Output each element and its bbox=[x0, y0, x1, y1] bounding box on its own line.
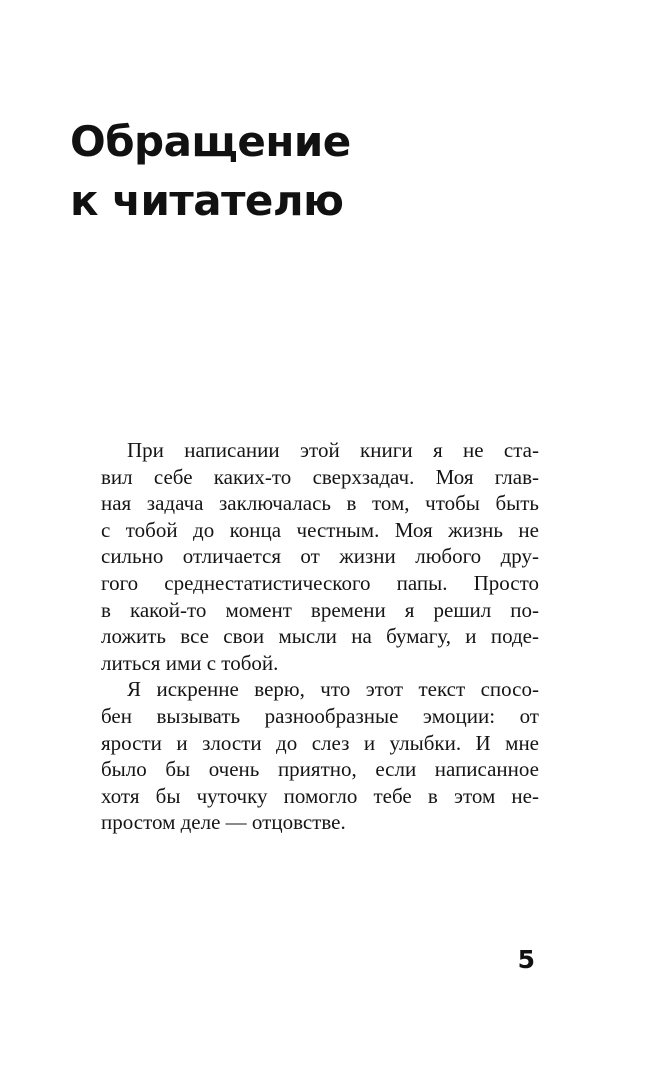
text-line: ярости и злости до слез и улыбки. И мне bbox=[101, 730, 539, 755]
text-line: сильно отличается от жизни любого дру- bbox=[101, 544, 539, 569]
chapter-title bbox=[70, 112, 610, 230]
body-text bbox=[101, 437, 539, 836]
text-line: в какой-то момент времени я решил по- bbox=[101, 597, 539, 622]
text-line: гого среднестатистического папы. Просто bbox=[101, 570, 539, 595]
text-line: Я искренне верю, что этот текст спосо- bbox=[127, 677, 539, 702]
paragraph-2 bbox=[101, 676, 539, 836]
text-line: вил себе каких-то сверхзадач. Моя глав- bbox=[101, 464, 539, 489]
text-line: бен вызывать разнообразные эмоции: от bbox=[101, 703, 539, 728]
text-line: простом деле — отцовстве. bbox=[101, 810, 346, 835]
chapter-title-line: к читателю bbox=[70, 176, 344, 225]
page-number: 5 bbox=[517, 945, 535, 974]
paragraph-1 bbox=[101, 437, 539, 676]
text-line: было бы очень приятно, если написанное bbox=[101, 757, 539, 782]
text-line: ная задача заключалась в том, чтобы быть bbox=[101, 491, 539, 516]
text-line: с тобой до конца честным. Моя жизнь не bbox=[101, 517, 539, 542]
text-line: При написании этой книги я не ста- bbox=[127, 438, 539, 462]
chapter-title-line: Обращение bbox=[70, 117, 351, 166]
text-line: хотя бы чуточку помогло тебе в этом не- bbox=[101, 783, 539, 808]
text-line: ложить все свои мысли на бумагу, и поде- bbox=[101, 624, 539, 649]
text-line: литься ими с тобой. bbox=[101, 650, 279, 675]
